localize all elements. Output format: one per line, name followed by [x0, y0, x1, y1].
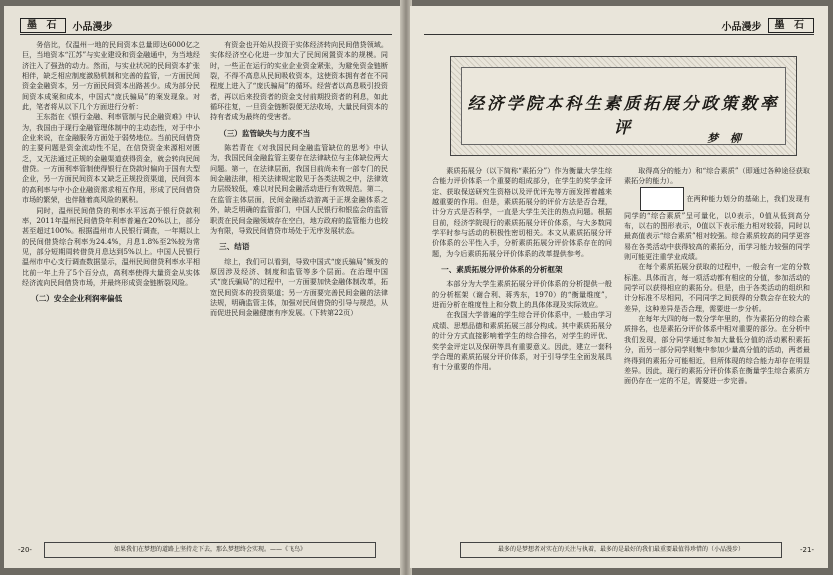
- left-column-2: [210, 40, 388, 528]
- title-frame: [461, 67, 786, 145]
- paragraph: 务倍比，仅温州一地的民间资本总量即达6000亿之巨，当地资本“江苏”与实业建设和资金融通中，为当地经济注入了强劲的动力。然而，与实业状况的民间资本扩张相伴，缺乏相应制度激励机制和完善的监管，一方面民间资金金融资本，另一方面民间资本出路甚少。成为部分民间资本成案和成本，中国式“庞氏骗局”的案发现象。对此，笔者将从以下几个方面进行分析：: [22, 40, 200, 112]
- section-heading: （二）安全企业利润率偏低: [31, 294, 123, 304]
- left-footer-quote: 如果我们在梦想的道路上坚持走下去，那么梦想终会实现。——《飞鸟》: [44, 542, 376, 558]
- right-page-number: -21-: [800, 546, 814, 554]
- paragraph: [624, 187, 810, 263]
- article-author: 梦 柳: [707, 132, 745, 145]
- right-column-1: [432, 166, 612, 528]
- paragraph-text: 在两种能力划分的基础上，我们发现有同学的“综合素质”呈可量化，以0表示，0值从低到高分布，以右的图形表示，0值以下表示能力相对较弱，同时以最高值表示“综合素质”相对较强。综合素质较高的同学更容易在各类活动中获得较高的素拓分，而学习能力较强的同学则可能更注重学业成绩。: [624, 193, 810, 262]
- section-heading: （三）监管缺失与力度不当: [219, 128, 311, 138]
- paragraph: 在每年大四的每一数分学年里的，作为素拓分的综合素质排名，也是素拓分评价体系中相对重要的部分。在分析中我们发现，部分同学通过参加大量低分值的活动累积素拓分，而另一部分同学则集中参加少量高分值的活动，两者最终得到的素拓分可能相近，但所体现的综合能力却存在明显差异。因此，现行的素拓分评价体系在衡量学生综合素质方面仍存在一定的不足，需要进一步完善。: [624, 314, 810, 386]
- paragraph: 有资金也开始从投资于实体经济转向民间借贷领域。实体经济空心化进一步加大了民间闲置资本的规模。同时，一些正在运行的实业企业资金紧张，为避免资金链断裂，不得不高息从民间吸收资本，这使资本拥有者在不同程度上进入了“庞氏骗局”的循环。经营者以高息吸引投资者，再以后来投资者的资金支付前期投资者的利息，如此循环往复，一旦资金链断裂便无法收场，大量民间资本的持有者成为最终的受害者。: [210, 40, 388, 122]
- left-page-number: -20-: [18, 546, 32, 554]
- article-title: 经济学院本科生素质拓展分政策数率评: [467, 94, 780, 137]
- section-label: 小品漫步: [721, 21, 762, 33]
- header-rule: [424, 34, 814, 35]
- left-column-1: [22, 40, 200, 528]
- section-heading: 一、素质拓展分评价体系的分析框架: [441, 265, 563, 275]
- article-title-box: [450, 56, 797, 156]
- paragraph: 素质拓展分（以下简称“素拓分”）作为衡量大学生综合能力评价体系一个重要的组成部分，在学生的奖学金评定、获取保送研究生资格以及评优评先等方面发挥着越来越重要的作用。但是，素质拓展分的评价方法是否合理，计分方式是否科学，一直是大学生关注的热点问题。根据目前，经济学院现行的素质拓展分评价体系，与大多数同学平时参与活动的积极性密切相关。本文从素质拓展分评价体系的公平性入手，分析素质拓展分评价体系存在的问题，为今后素质拓展分评价体系的改革提供参考。: [432, 166, 612, 258]
- right-column-2: [624, 166, 810, 528]
- left-page-header: [20, 18, 118, 32]
- paragraph: 王东指在《银行金融、利率管制与民企融资难》中认为，我国由于现行金融管理体制中的主动态性，对于中小企业来说，在金融服务方面处于弱势地位。当前民间借贷的主要问题是资金流动性不足，在信贷资金来源相对匮乏，又无法通过正规的金融渠道获得资金，就会转向民间借贷。一方面利率管制使得银行在贷款时偏向于国有大型企业，另一方面民间资本又缺乏正规投资渠道，民间资本的高利率与中小企业融资需求相互作用，形成了民间借贷市场的繁荣，也伴随着高风险的累积。: [22, 112, 200, 205]
- left-page: [4, 6, 404, 568]
- right-footer-quote: 最多的是梦想者对实在的关注与执着，最多的是最好的我们最重要最值得珍惜的（小品漫步）: [460, 542, 782, 558]
- inline-figure: [640, 187, 684, 211]
- paragraph: 综上，我们可以看到，导致中国式“庞氏骗局”频发的原因涉及经济、制度和监管等多个层面。在治理中国式“庞氏骗局”的过程中，一方面要加快金融体制改革，拓宽民间资本的投资渠道；另一方面要完善民间金融的法律法规，明确监管主体，加强对民间借贷的引导与规范，从而促进民间金融健康有序发展。（下转第22页）: [210, 256, 388, 318]
- paragraph: 陈若青在《对我国民间金融监管缺位的思考》中认为，我国民间金融监管主要存在法律缺位与主体缺位两大问题。第一，在法律层面，我国目前尚未有一部专门的民间金融法律，相关法律规定散见于各类法规之中，法律效力层级较低，难以对民间金融活动进行有效规范。第二，在监管主体层面，民间金融活动游离于正规金融体系之外，缺乏明确的监管部门，中国人民银行和银监会的监管职责在民间金融领域存在空白，地方政府的监管能力也较为有限，导致民间借贷市场处于无序发展状态。: [210, 143, 388, 235]
- right-page: [410, 6, 828, 568]
- paragraph: 在我国大学普遍的学生综合评价体系中，一般由学习成绩、思想品德和素质拓展三部分构成。其中素质拓展分的计分方式直接影响着学生的综合排名，对学生的评优、奖学金评定以及保研等具有重要意义。因此，建立一套科学合理的素质拓展分评价体系，对于引导学生全面发展具有十分重要的作用。: [432, 310, 612, 372]
- section-label: 小品漫步: [72, 21, 113, 33]
- right-page-header: [716, 18, 814, 32]
- column-name-box: 墨 石: [20, 18, 66, 33]
- paragraph: 在每个素质拓展分获取的过程中，一般会有一定的分数标准。具体而言，每一项活动都有相应的分值，参加活动的同学可以获得相应的素拓分。但是，由于各类活动的组织和计分标准不尽相同，不同同学之间获得的分数会存在较大的差异，这种差异是否合理，需要进一步分析。: [624, 262, 810, 313]
- paragraph: 同时，温州民间借贷的利率水平远高于银行贷款利率，2011年温州民间借贷年利率普遍在20%以上，部分甚至超过100%。根据温州市人民银行调查，一年期以上的民间借贷综合利率为24.4%，月息1.8%至2%较为常见，部分短期周转借贷月息达到5%以上。中国人民银行温州市中心支行调查数据显示，温州民间借贷利率水平相比前一年上升了5个百分点，高利率使得大量资金从实体经济流向民间借贷市场，并最终形成资金链断裂风险。: [22, 205, 200, 287]
- paragraph: 本部分为大学生素质拓展分评价体系的分析提供一般的分析框架（谢合利、蒋秀东，1970）的“衡量维度”，进而分析在维度性上和分数上的具体体现及实际效应。: [432, 279, 612, 310]
- paragraph: 取得高分的能力）和“综合素质”（即通过各种途径获取素拓分的能力）。: [624, 166, 810, 186]
- column-name-box: 墨 石: [768, 18, 814, 33]
- header-rule: [20, 34, 392, 35]
- section-heading: 三、结语: [219, 242, 250, 252]
